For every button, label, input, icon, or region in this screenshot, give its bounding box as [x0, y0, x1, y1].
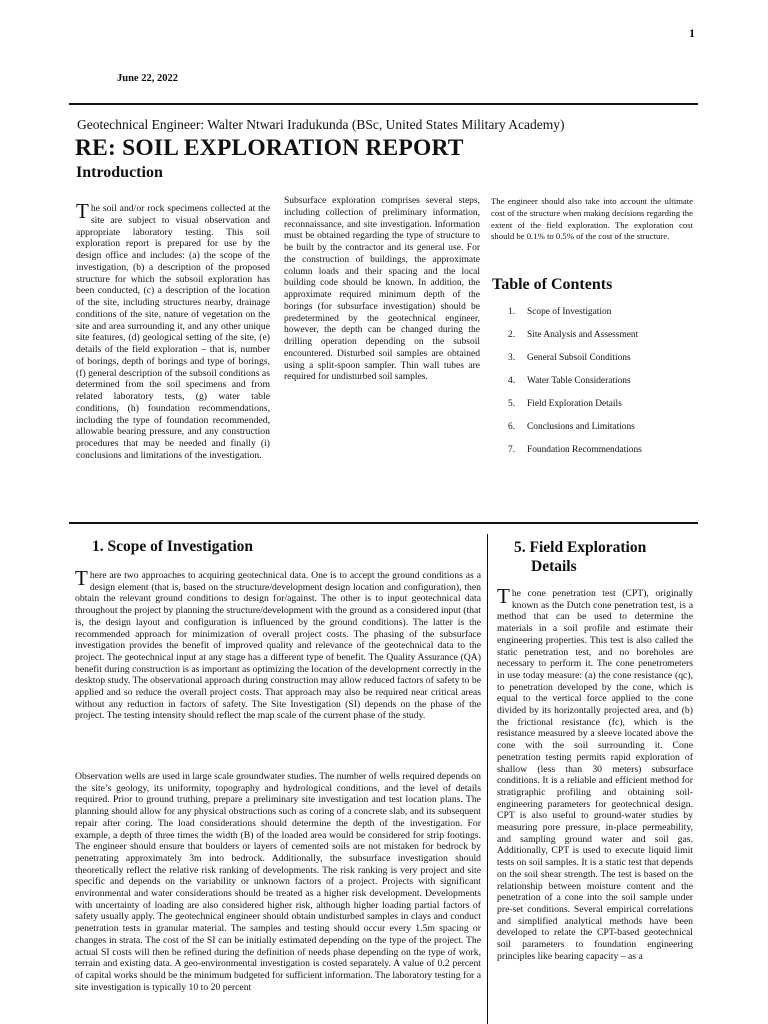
scope-paragraph-1	[75, 566, 481, 722]
toc-item-number: 2.	[508, 330, 516, 340]
report-title: RE: SOIL EXPLORATION REPORT	[75, 135, 464, 161]
scope-heading: 1. Scope of Investigation	[92, 538, 254, 555]
toc-item-label: Scope of Investigation	[527, 307, 612, 317]
toc-list	[508, 305, 642, 466]
toc-heading: Table of Contents	[492, 276, 613, 293]
toc-item-number: 1.	[508, 307, 516, 317]
dropcap: T	[76, 199, 89, 223]
toc-item-number: 4.	[508, 376, 516, 386]
field-paragraph	[497, 584, 693, 963]
intro-column-3	[491, 196, 693, 243]
scope-paragraph-2	[75, 771, 481, 993]
toc-item-number: 3.	[508, 353, 516, 363]
toc-item[interactable]	[508, 374, 642, 397]
scope-text-1	[75, 566, 481, 722]
field-text	[497, 584, 693, 963]
field-heading-line-2: Details	[531, 558, 577, 575]
scope-text-1-body: here are two approaches to acquiring geotechnical data. One is to accept the ground conditions as a design element (that is, based on the structure/development design location and configuration), then obtain the relevant ground conditions to design for/against. The other is to input geotechnical data throughout the project by planning the structure/development with the ground as a considered input (that is, the design layout and configuration is influenced by the ground conditions). The latter is the recommended approach for minimization of overall project costs. The phasing of the subsurface investigation provides the benefit of improved quality and relevance of the geotechnical data to the project. The geotechnical input at any stage has a different type of benefit. The Quality Assurance (QA) benefit during construction is as important as optimizing the location of the development correctly in the desktop study. The observational approach during construction may allow reduced factors of safety to be applied and so reduce the overall project costs. That approach may also be required near critical areas without any reduction in factors of safety. The Site Investigation (SI) depends on the phase of the project. The testing intensity should reflect the map scale of the current phase of the study.	[75, 570, 481, 722]
column-divider	[487, 534, 488, 1024]
toc-item-label: Site Analysis and Assessment	[527, 330, 639, 340]
field-heading	[514, 538, 646, 576]
dropcap: T	[75, 566, 88, 590]
toc-item-number: 6.	[508, 422, 516, 432]
field-text-body: he cone penetration test (CPT), originally known as the Dutch cone penetration test, is a method that can be used to determine the materials in a soil profile and estimate their engineering properties. This test is also called the static penetration test, and no boreholes are necessary to perform it. The cone penetrometers in use today measure: (a) the cone resistance (qc), to penetration developed by the cone, which is equal to the vertical force applied to the cone divided by its horizontally projected area, and (b) the frictional resistance (fc), which is the resistance measured by a sleeve located above the cone with the soil surrounding it. Cone penetration testing permits rapid exploration of shallow (less than 30 meters) subsurface conditions. It is a reliable and efficient method for stratigraphic profiling and obtaining soil-engineering parameters for geotechnical design. CPT is also useful to ground-water studies by measuring pore pressure, in-place permeability, and sampling ground water and soil gas. Additionally, CPT is used to execute liquid limit tests on soil samples. It is a static test that depends on the soil shear strength. The test is based on the relationship between moisture content and the penetration of a cone into the soil sample under pre-set conditions. Several empirical correlations and simplified analytical methods have been developed to relate the CPT-based geotechnical soil parameters to foundation engineering principles like bearing capacity – as a	[497, 588, 693, 962]
intro-column-1	[76, 199, 270, 462]
intro-column-2	[284, 196, 480, 384]
toc-item[interactable]	[508, 397, 642, 420]
toc-item[interactable]	[508, 328, 642, 351]
field-heading-line-1: 5. Field Exploration	[514, 539, 647, 556]
dropcap: T	[497, 584, 510, 608]
page-number: 1	[689, 26, 695, 40]
toc-item[interactable]	[508, 351, 642, 374]
toc-item[interactable]	[508, 305, 642, 328]
intro-heading: Introduction	[76, 164, 163, 181]
toc-item[interactable]	[508, 420, 642, 443]
toc-item-number: 5.	[508, 399, 516, 409]
intro-text-1: he soil and/or rock specimens collected at the site are subject to visual observation and appropriate laboratory testing. This soil exploration report is prepared for use by the design office and includes: (a) the scope of the investigation, (b) a description of the proposed structure for which the subsoil exploration has been conducted, (c) a description of the location of the site, including structures nearby, drainage conditions of the site, nature of vegetation on the site and area surrounding it, and any other unique site features, (d) geological setting of the site, (e) details of the field exploration – that is, number of borings, depth of borings and type of borings, (f) general description of the subsoil conditions as determined from the soil specimens and from related laboratory tests, (g) water table conditions, (h) foundation recommendations, including the type of foundation recommended, allowable bearing pressure, and any construction procedures that may be needed and finally (i) conclusions and limitations of the investigation.	[76, 203, 270, 461]
toc-item-number: 7.	[508, 445, 516, 455]
header-rule	[69, 103, 698, 105]
scope-text-2: Observation wells are used in large scale groundwater studies. The number of wells required depends on the site’s geology, its uniformity, topography and hydrological conditions, and the level of details required. Prior to ground truthing, prepare a preliminary site investigation and test location plans. The planning should allow for any physical obstructions such as coring of a concrete slab, and its subsequent repair after coring. The load considerations should determine the depth of the investigation. For example, a depth of three times the width (B) of the loaded area would be considered for strip footings. The engineer should ensure that boulders or layers of cemented soils are not mistaken for bedrock by penetrating approximately 3m into bedrock. Additionally, the subsurface investigation should theoretically reflect the relative risk ranking of developments. The risk ranking is very project and site specific and depends on the variability or unknown factors of a project. Projects with significant environmental and water considerations should be treated as a higher risk development. Developments with uncertainty of loading are also considered higher risk, although higher loading partial factors of safety usually apply. The geotechnical engineer should obtain undisturbed samples in clays and conduct penetration tests in granular material. The samples and testing should occur every 1.5m spacing or changes in strata. The cost of the SI can be initially estimated depending on the type of the project. The actual SI costs will then be refined during the definition of needs phase depending on the type of work, terrain and existing data. A geo-environmental investigation is costed separately. A value of 0.2 percent of capital works should be the minimum budgeted for sufficient information. The laboratory testing for a site investigation is typically 10 to 20 percent	[75, 771, 481, 993]
toc-item-label: Foundation Recommendations	[527, 445, 642, 455]
report-date: June 22, 2022	[117, 73, 178, 84]
toc-item-label: General Subsoil Conditions	[527, 353, 631, 363]
intro-paragraph-1	[76, 199, 270, 462]
intro-paragraph-2: Subsurface exploration comprises several steps, including collection of preliminary information, reconnaissance, and site investigation. Information must be obtained regarding the type of structure to be built by the contractor and its general use. For the construction of buildings, the approximate column loads and their spacing and the local building code should be known. In addition, the approximate required minimum depth of the borings (for subsurface investigation) should be predetermined by the geotechnical engineer, however, the depth can be changed during the drilling operation depending on the subsoil encountered. Disturbed soil samples are obtained using a split-spoon sampler. Thin wall tubes are required for undisturbed soil samples.	[284, 196, 480, 383]
toc-item-label: Water Table Considerations	[527, 376, 631, 386]
toc-item[interactable]	[508, 443, 642, 466]
intro-paragraph-3: The engineer should also take into account the ultimate cost of the structure when making decisions regarding the extent of the field exploration. The exploration cost should be 0.1% to 0.5% of the cost of the structure.	[491, 196, 693, 242]
section-rule	[69, 522, 698, 524]
toc-item-label: Field Exploration Details	[527, 399, 622, 409]
engineer-line: Geotechnical Engineer: Walter Ntwari Iradukunda (BSc, United States Military Academy)	[77, 117, 565, 132]
toc-item-label: Conclusions and Limitations	[527, 422, 635, 432]
